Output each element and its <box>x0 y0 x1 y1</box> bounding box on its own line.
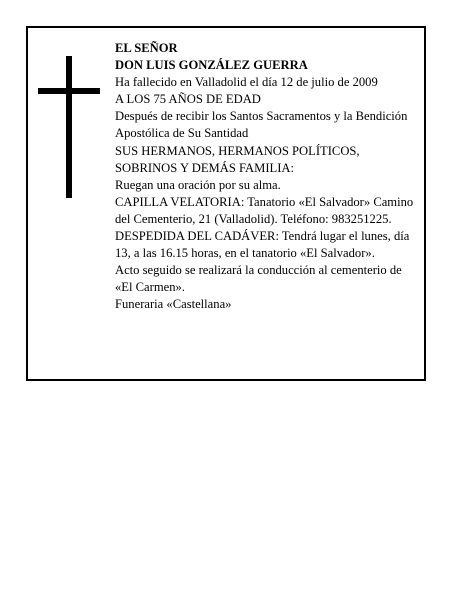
family-line: SUS HERMANOS, HERMANOS POLÍTICOS, SOBRINOS Y DEMÁS FAMILIA: <box>115 143 360 175</box>
farewell-line: DESPEDIDA DEL CADÁVER: Tendrá lugar el lunes, día 13, a las 16.15 horas, en el tanatorio «El Salvador». <box>115 229 410 261</box>
prayer-line: Ruegan una oración por su alma. <box>115 177 281 192</box>
funeral-home-line: Funeraria «Castellana» <box>115 297 232 312</box>
notice-text <box>115 40 421 314</box>
cross-vertical-bar <box>66 56 72 198</box>
deceased-title: EL SEÑOR <box>115 41 178 55</box>
cross-icon <box>38 56 100 198</box>
age-line: A LOS 75 AÑOS DE EDAD <box>115 92 261 107</box>
obituary-notice <box>26 26 426 381</box>
chapel-line: CAPILLA VELATORIA: Tanatorio «El Salvador» Camino del Cementerio, 21 (Valladolid). Teléfono: 983251225. <box>115 194 414 226</box>
deceased-name: DON LUIS GONZÁLEZ GUERRA <box>115 58 308 73</box>
death-info: Ha fallecido en Valladolid el día 12 de julio de 2009 <box>115 75 378 90</box>
burial-line: Acto seguido se realizará la conducción al cementerio de «El Carmen». <box>115 263 402 295</box>
sacraments-line: Después de recibir los Santos Sacramentos y la Bendición Apostólica de Su Santidad <box>115 109 408 141</box>
cross-horizontal-bar <box>38 88 100 94</box>
